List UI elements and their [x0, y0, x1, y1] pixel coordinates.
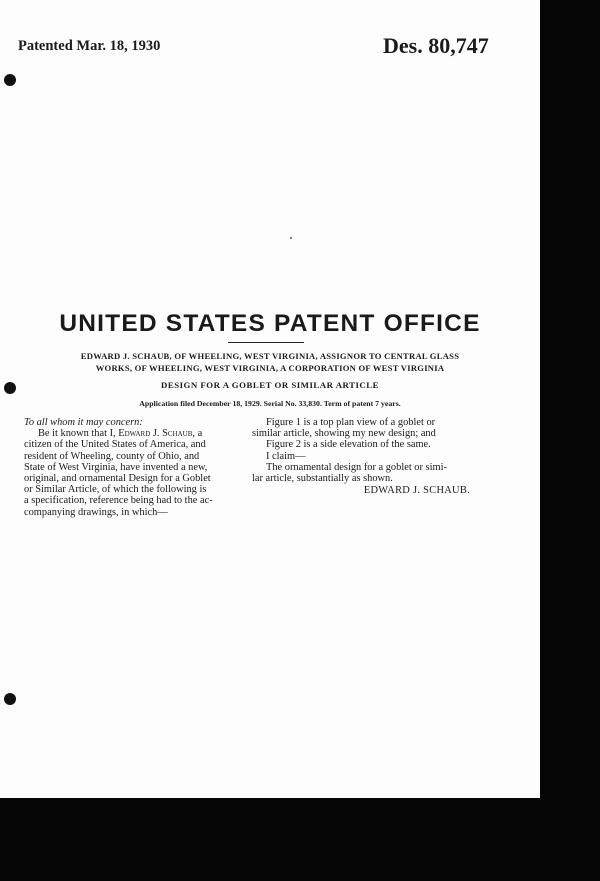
heading-rule [228, 342, 304, 343]
assignment-line-1: EDWARD J. SCHAUB, OF WHEELING, WEST VIRGINIA, ASSIGNOR TO CENTRAL GLASS [80, 351, 460, 361]
application-info: Application filed December 18, 1929. Serial No. 33,830. Term of patent 7 years. [139, 399, 401, 408]
spec-line: Be it known that I, Edward J. Schaub, a [38, 428, 203, 440]
spec-line: original, and ornamental Design for a Goblet [24, 472, 211, 484]
claim-intro: I claim— [266, 450, 306, 462]
design-title: DESIGN FOR A GOBLET OR SIMILAR ARTICLE [161, 380, 379, 390]
specification-column-left [24, 417, 246, 518]
spec-line: or Similar Article, of which the following is [24, 484, 207, 496]
claim-text: The ornamental design for a goblet or simi- [266, 461, 447, 473]
punch-hole [4, 74, 16, 86]
spec-line: Figure 1 is a top plan view of a goblet or [266, 417, 436, 428]
patent-date: Patented Mar. 18, 1930 [18, 38, 161, 54]
spec-line: Figure 2 is a side elevation of the same. [266, 439, 431, 451]
salutation: To all whom it may concern: [24, 417, 143, 428]
signature: EDWARD J. SCHAUB. [363, 485, 470, 497]
scan-border-bottom [0, 798, 600, 881]
design-number: Des. 80,747 [383, 33, 489, 58]
spec-line: resident of Wheeling, county of Ohio, and [24, 450, 200, 462]
punch-hole [4, 693, 16, 705]
inventor-name: Edward J. Schaub [118, 428, 193, 440]
claim-text: lar article, substantially as shown. [252, 472, 393, 484]
spec-line: State of West Virginia, have invented a new, [24, 461, 208, 473]
spec-line: similar article, showing my new design; and [252, 428, 436, 440]
office-heading: UNITED STATES PATENT OFFICE [59, 310, 481, 337]
spec-line: a specification, reference being had to the ac- [24, 495, 213, 507]
specification-column-right [252, 417, 474, 496]
scan-border-right [540, 0, 600, 881]
assignment-line-2: WORKS, OF WHEELING, WEST VIRGINIA, A CORPORATION OF WEST VIRGINIA [95, 363, 445, 373]
spec-line: companying drawings, in which— [24, 506, 168, 518]
spec-line: citizen of the United States of America, and [24, 439, 206, 451]
scan-speck [290, 237, 292, 239]
